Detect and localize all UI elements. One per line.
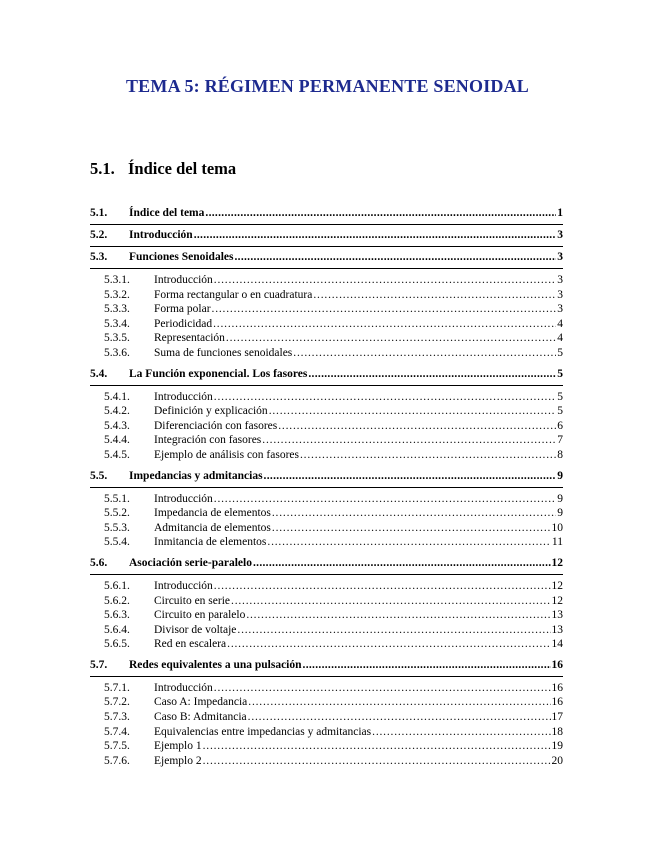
table-of-contents [90, 203, 563, 771]
toc-leader-dots [231, 594, 550, 609]
toc-entry-label: Índice del tema [129, 207, 205, 219]
toc-entry-number: 5.5. [90, 469, 108, 482]
toc-leader-dots [205, 203, 556, 224]
toc-entry-number: 5.6. [90, 556, 108, 569]
toc-entry-label: Introducción [129, 229, 193, 241]
toc-subsection-entry[interactable] [90, 506, 563, 521]
toc-page-number: 12 [551, 556, 563, 569]
toc-entry-label: Funciones Senoidales [129, 251, 234, 263]
toc-page-number: 20 [551, 754, 563, 767]
toc-page-number: 8 [557, 448, 563, 461]
toc-entry-number: 5.5.4. [104, 536, 130, 549]
toc-subsection-entry[interactable] [90, 390, 563, 405]
toc-leader-dots [214, 492, 556, 507]
toc-subsection-entry[interactable] [90, 681, 563, 696]
toc-entry-number: 5.3.6. [104, 346, 130, 359]
toc-entry-number: 5.7.3. [104, 711, 130, 724]
toc-entry-number: 5.6.4. [104, 623, 130, 636]
toc-leader-dots [203, 754, 551, 769]
toc-section-entry[interactable] [90, 364, 563, 386]
toc-subsection-entry[interactable] [90, 419, 563, 434]
toc-entry-number: 5.3. [90, 251, 108, 263]
toc-page-number: 10 [551, 521, 563, 534]
toc-entry-number: 5.7.2. [104, 696, 130, 709]
toc-page-number: 16 [551, 696, 563, 709]
toc-subsection-entry[interactable] [90, 448, 563, 463]
toc-leader-dots [234, 247, 556, 268]
toc-leader-dots [262, 433, 556, 448]
toc-page-number: 3 [557, 251, 563, 263]
toc-subsection-entry[interactable] [90, 433, 563, 448]
toc-leader-dots [248, 710, 551, 725]
toc-page-number: 9 [557, 492, 563, 505]
toc-subsection-entry[interactable] [90, 317, 563, 332]
toc-subsection-entry[interactable] [90, 521, 563, 536]
toc-leader-dots [300, 448, 556, 463]
toc-subsection-entry[interactable] [90, 492, 563, 507]
toc-section-entry[interactable] [90, 553, 563, 575]
toc-subsection-entry[interactable] [90, 608, 563, 623]
toc-leader-dots [212, 302, 557, 317]
toc-entry-number: 5.6.5. [104, 638, 130, 651]
toc-page-number: 4 [557, 317, 563, 330]
toc-section-entry[interactable] [90, 247, 563, 269]
toc-entry-label: Admitancia de elementos [154, 521, 271, 534]
toc-subsection-entry[interactable] [90, 710, 563, 725]
toc-page-number: 9 [557, 507, 563, 520]
toc-leader-dots [267, 535, 551, 550]
toc-subsection-entry[interactable] [90, 579, 563, 594]
toc-page-number: 3 [557, 288, 563, 301]
toc-subsection-entry[interactable] [90, 346, 563, 361]
toc-leader-dots [248, 695, 550, 710]
toc-subsection-entry[interactable] [90, 404, 563, 419]
toc-page-number: 16 [551, 681, 563, 694]
toc-page-number: 5 [557, 390, 563, 403]
section-heading [90, 159, 236, 179]
toc-page-number: 3 [557, 274, 563, 286]
toc-leader-dots [214, 390, 556, 405]
toc-entry-label: Circuito en serie [154, 594, 231, 607]
toc-entry-number: 5.3.3. [104, 303, 130, 316]
toc-subsection-entry[interactable] [90, 623, 563, 638]
toc-subsection-entry[interactable] [90, 288, 563, 303]
toc-entry-label: Red en escalera [154, 638, 227, 651]
toc-entry-label: Introducción [154, 681, 213, 694]
toc-subsection-entry[interactable] [90, 331, 563, 346]
toc-entry-number: 5.7.1. [104, 681, 130, 694]
toc-entry-label: Redes equivalentes a una pulsación [129, 658, 302, 671]
toc-page-number: 7 [557, 434, 563, 447]
toc-leader-dots [227, 637, 550, 652]
toc-entry-label: Ejemplo de análisis con fasores [154, 448, 299, 461]
toc-entry-number: 5.5.1. [104, 492, 130, 505]
toc-entry-label: Introducción [154, 579, 213, 592]
toc-leader-dots [269, 404, 557, 419]
toc-entry-label: Introducción [154, 274, 213, 286]
toc-page-number: 3 [557, 303, 563, 316]
toc-subsection-entry[interactable] [90, 725, 563, 740]
toc-entry-label: Suma de funciones senoidales [154, 346, 293, 359]
toc-subsection-entry[interactable] [90, 535, 563, 550]
toc-entry-number: 5.3.5. [104, 332, 130, 345]
toc-leader-dots [213, 317, 556, 332]
toc-subsection-entry[interactable] [90, 739, 563, 754]
toc-page-number: 16 [551, 658, 563, 671]
toc-page-number: 13 [551, 609, 563, 622]
document-title: TEMA 5: RÉGIMEN PERMANENTE SENOIDAL [125, 76, 530, 96]
toc-leader-dots [246, 608, 550, 623]
toc-entry-number: 5.2. [90, 229, 108, 241]
toc-entry-number: 5.5.2. [104, 507, 130, 520]
toc-entry-number: 5.4.3. [104, 419, 130, 432]
toc-entry-number: 5.4.4. [104, 434, 130, 447]
toc-leader-dots [214, 681, 551, 696]
toc-leader-dots [303, 655, 551, 676]
section-heading-title: Índice del tema [128, 159, 237, 178]
toc-leader-dots [372, 725, 550, 740]
toc-leader-dots [203, 739, 551, 754]
toc-entry-number: 5.6.3. [104, 609, 130, 622]
toc-entry-label: Ejemplo 1 [154, 740, 202, 753]
toc-leader-dots [278, 419, 556, 434]
toc-page-number: 3 [557, 229, 563, 241]
toc-entry-label: Caso A: Impedancia [154, 696, 248, 709]
toc-entry-number: 5.5.3. [104, 521, 130, 534]
toc-page-number: 12 [551, 579, 563, 592]
toc-entry-number: 5.3.4. [104, 317, 130, 330]
toc-entry-label: Asociación serie-paralelo [129, 556, 252, 569]
toc-section-entry[interactable] [90, 655, 563, 677]
toc-leader-dots [313, 288, 556, 303]
toc-subsection-entry[interactable] [90, 754, 563, 769]
toc-leader-dots [308, 364, 556, 385]
toc-entry-number: 5.4.2. [104, 405, 130, 418]
toc-leader-dots [214, 579, 551, 594]
toc-entry-number: 5.4.5. [104, 448, 130, 461]
toc-leader-dots [226, 331, 556, 346]
toc-leader-dots [264, 466, 557, 487]
toc-page-number: 1 [557, 207, 563, 219]
toc-page-number: 11 [551, 536, 563, 549]
toc-entry-number: 5.4.1. [104, 390, 130, 403]
toc-leader-dots [272, 506, 556, 521]
toc-section-entry[interactable] [90, 203, 563, 225]
toc-page-number: 5 [557, 346, 563, 359]
toc-leader-dots [237, 623, 550, 638]
toc-subsection-entry[interactable] [90, 594, 563, 609]
toc-leader-dots [293, 346, 556, 361]
toc-page-number: 9 [557, 469, 563, 482]
toc-page-number: 5 [557, 405, 563, 418]
toc-entry-number: 5.7. [90, 658, 108, 671]
toc-page-number: 5 [557, 367, 563, 380]
toc-entry-label: Divisor de voltaje [154, 623, 237, 636]
toc-entry-label: Ejemplo 2 [154, 754, 202, 767]
toc-entry-number: 5.7.4. [104, 725, 130, 738]
toc-entry-label: Impedancias y admitancias [129, 469, 263, 482]
toc-entry-label: Integración con fasores [154, 434, 262, 447]
toc-entry-label: Circuito en paralelo [154, 609, 246, 622]
toc-entry-label: Equivalencias entre impedancias y admitancias [154, 725, 372, 738]
toc-page-number: 18 [551, 725, 563, 738]
toc-entry-label: Diferenciación con fasores [154, 419, 278, 432]
toc-leader-dots [272, 521, 551, 536]
toc-entry-number: 5.6.1. [104, 579, 130, 592]
toc-entry-number: 5.4. [90, 367, 108, 380]
toc-page-number: 19 [551, 740, 563, 753]
toc-entry-label: Representación [154, 332, 225, 345]
toc-entry-number: 5.1. [90, 207, 108, 219]
toc-entry-label: Inmitancia de elementos [154, 536, 267, 549]
toc-page-number: 12 [551, 594, 563, 607]
toc-entry-label: Introducción [154, 390, 213, 403]
toc-entry-number: 5.3.1. [104, 274, 130, 286]
toc-page-number: 14 [551, 638, 563, 651]
toc-page-number: 13 [551, 623, 563, 636]
toc-entry-number: 5.6.2. [104, 594, 130, 607]
toc-entry-label: Caso B: Admitancia [154, 711, 247, 724]
toc-page-number: 4 [557, 332, 563, 345]
toc-leader-dots [253, 553, 551, 574]
toc-entry-number: 5.7.6. [104, 754, 130, 767]
toc-leader-dots [214, 273, 556, 288]
toc-page-number: 17 [551, 711, 563, 724]
section-heading-number: 5.1. [90, 159, 115, 178]
toc-entry-label: Forma rectangular o en cuadratura [154, 288, 313, 301]
toc-subsection-entry[interactable] [90, 273, 563, 288]
toc-subsection-entry[interactable] [90, 302, 563, 317]
toc-leader-dots [194, 225, 557, 246]
toc-entry-number: 5.3.2. [104, 288, 130, 301]
toc-entry-label: La Función exponencial. Los fasores [129, 367, 308, 380]
toc-entry-label: Forma polar [154, 303, 211, 316]
toc-section-entry[interactable] [90, 466, 563, 488]
toc-entry-number: 5.7.5. [104, 740, 130, 753]
toc-entry-label: Impedancia de elementos [154, 507, 271, 520]
toc-section-entry[interactable] [90, 225, 563, 247]
toc-subsection-entry[interactable] [90, 695, 563, 710]
toc-entry-label: Periodicidad [154, 317, 213, 330]
toc-entry-label: Definición y explicación [154, 405, 268, 418]
toc-subsection-entry[interactable] [90, 637, 563, 652]
toc-page-number: 6 [557, 419, 563, 432]
toc-entry-label: Introducción [154, 492, 213, 505]
